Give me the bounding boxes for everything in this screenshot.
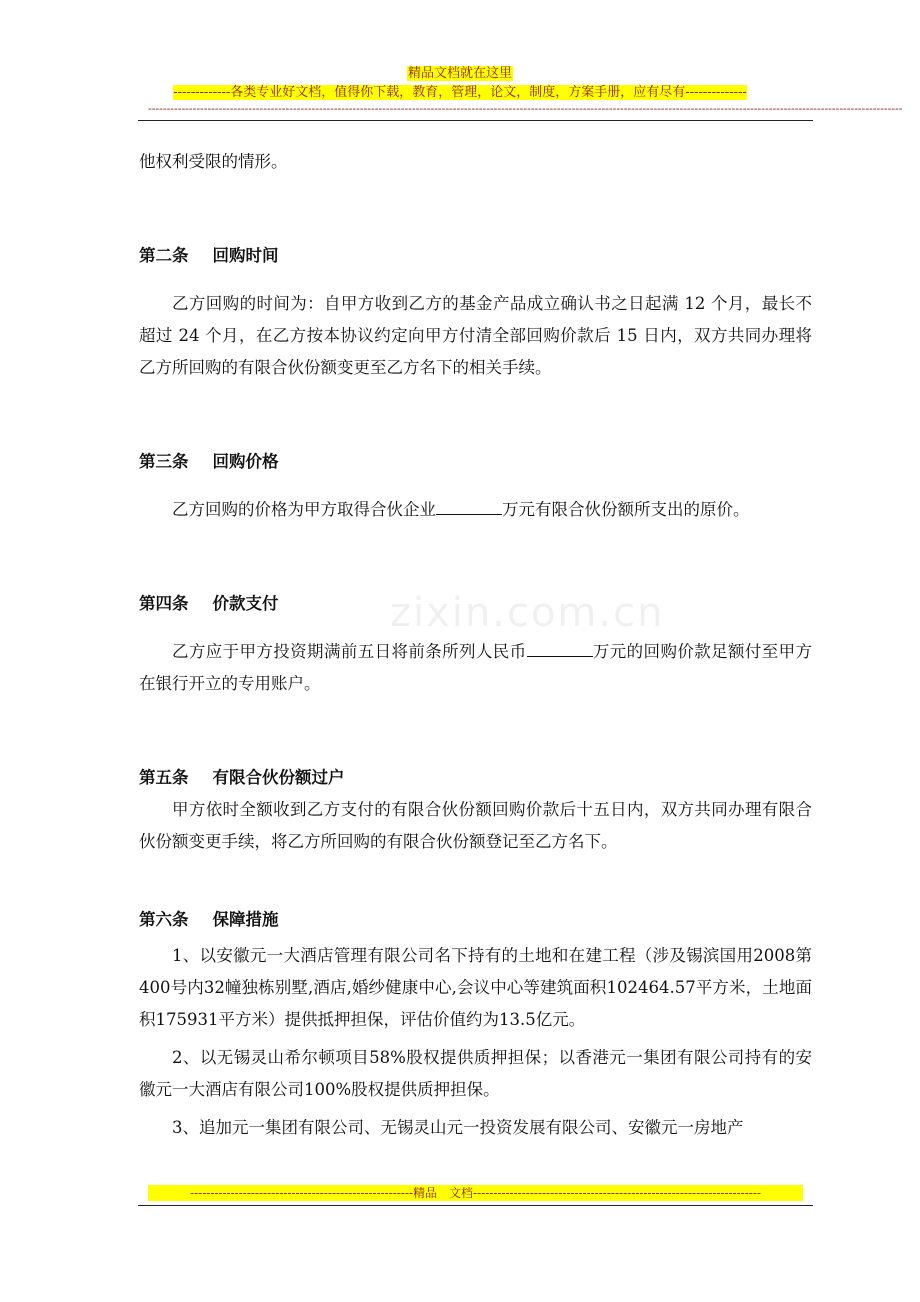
footer-rule	[138, 1205, 813, 1206]
article-3-paragraph: 乙方回购的价格为甲方取得合伙企业 万元有限合伙份额所支出的原价。	[172, 500, 750, 519]
header-tagline: -------------各类专业好文档，值得你下载，教育，管理，论文，制度，方案手册，应有尽有--------------	[173, 85, 747, 100]
footer-banner: -------------------------------------------------------精品 文档-----------------------------------------------------------------------	[148, 1185, 803, 1201]
article-6-item-2: 2、以无锡灵山希尔顿项目58%股权提供质押担保；以香港元一集团有限公司持有的安徽元一大酒店有限公司100%股权提供质押担保。	[139, 1048, 812, 1099]
document-body	[139, 146, 812, 1144]
header-dashes: -----------------------------------------------------------------------------------------------------------------------------------------------------------------------------------------------------------	[148, 102, 903, 115]
fill-in-blank[interactable]	[436, 500, 502, 515]
article-4-paragraph: 乙方应于甲方投资期满前五日将前条所列人民币 万元的回购价款足额付至甲方在银行开立的专用账户。	[139, 642, 813, 693]
article-5-heading: 第五条 有限合伙份额过户	[139, 768, 345, 787]
article-6-item-3: 3、追加元一集团有限公司、无锡灵山元一投资发展有限公司、安徽元一房地产	[172, 1118, 744, 1137]
article-3-heading: 第三条 回购价格	[139, 452, 279, 471]
watermark: zixin.com.cn	[390, 590, 665, 636]
header-title: 精品文档就在这里	[407, 66, 512, 81]
fill-in-blank[interactable]	[527, 642, 593, 657]
article-4-heading: 第四条 价款支付	[139, 594, 279, 613]
header-rule	[138, 120, 813, 121]
article-6-heading: 第六条 保障措施	[139, 910, 279, 929]
article-5-paragraph: 甲方依时全额收到乙方支付的有限合伙份额回购价款后十五日内，双方共同办理有限合伙份额变更手续，将乙方所回购的有限合伙份额登记至乙方名下。	[139, 800, 812, 851]
article-2-paragraph: 乙方回购的时间为：自甲方收到乙方的基金产品成立确认书之日起满 12 个月，最长不超过 24 个月，在乙方按本协议约定向甲方付清全部回购价款后 15 日内，双方共同办理将乙方所回购的有限合伙份额变更至乙方名下的相关手续。	[139, 294, 812, 377]
article-6-item-1: 1、以安徽元一大酒店管理有限公司名下持有的土地和在建工程（涉及锡滨国用2008第400号内32幢独栋别墅,酒店,婚纱健康中心,会议中心等建筑面积102464.57平方米，土地面积175931平方米）提供抵押担保，评估价值约为13.5亿元。	[139, 946, 812, 1029]
article-2-heading: 第二条 回购时间	[139, 246, 279, 265]
continuation-text: 他权利受限的情形。	[139, 152, 288, 171]
